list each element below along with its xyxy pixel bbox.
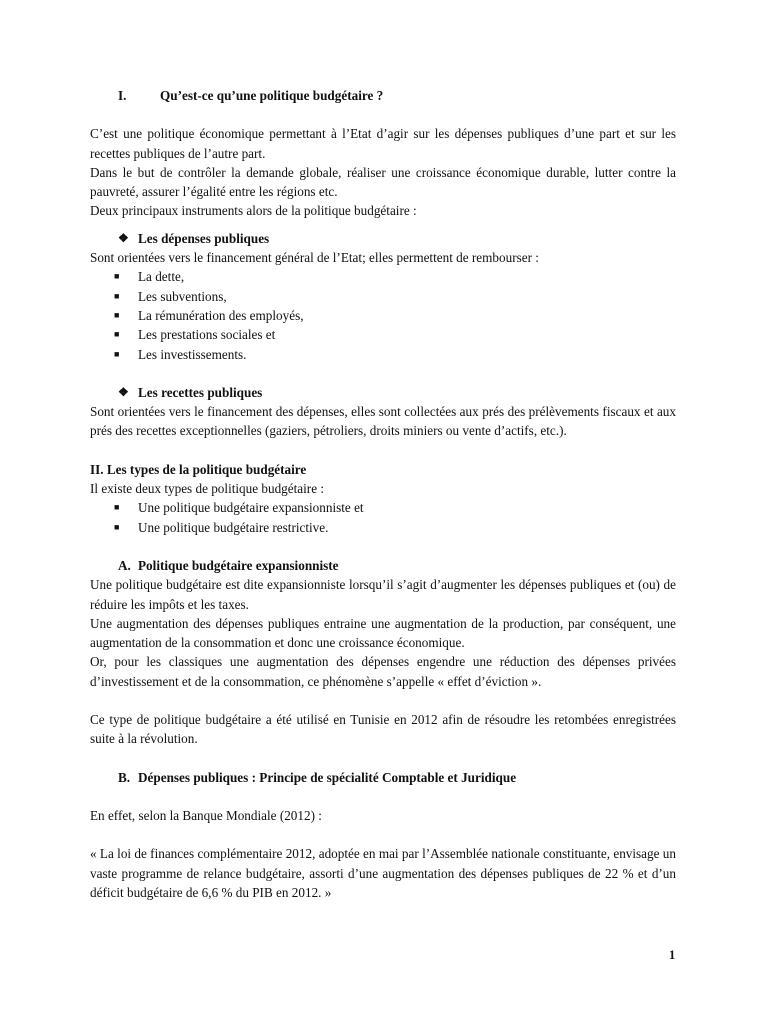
diamond-bullet-icon: ❖ [118,230,129,245]
section-1-paragraph-2: Dans le but de contrôler la demande globale, réaliser une croissance économique durable, lutter contre la pauvreté, assurer l’égalité entre les régions etc. [90,164,676,200]
diamond-bullet-icon: ❖ [118,384,129,399]
section-2b-title: Dépenses publiques : Principe de spécialité Comptable et Juridique [138,769,517,785]
section-1-title: Qu’est-ce qu’une politique budgétaire ? [160,88,384,103]
list-item [114,306,676,325]
square-bullet-icon: ■ [114,271,120,282]
recettes-text: Sont orientées vers le financement des dépenses, elles sont collectées aux prés des prélèvements fiscaux et aux prés des recettes exceptionnelles (gaziers, pétroliers, droits miniers ou vente d’actifs, etc.). [90,404,676,439]
types-list [90,498,676,537]
depenses-title: Les dépenses publiques [138,230,270,246]
document-content [90,86,676,902]
section-2a-heading [90,556,676,575]
list-item-text: Les investissements. [138,346,247,362]
section-2a-paragraph-2: Une augmentation des dépenses publiques entraine une augmentation de la production, par conséquent, une augmentation de la consommation et donc une croissance économique. [90,615,676,651]
list-item [114,287,676,306]
list-item-text: La rémunération des employés, [138,307,304,323]
section-2a-letter: A. [118,557,131,573]
square-bullet-icon: ■ [114,521,120,532]
square-bullet-icon: ■ [114,502,120,513]
section-2a-paragraph-4: Ce type de politique budgétaire a été utilisé en Tunisie en 2012 afin de résoudre les retombées enregistrées suite à la révolution. [90,712,676,747]
section-2a-paragraph-3: Or, pour les classiques une augmentation des dépenses engendre une réduction des dépenses privées d’investissement et de la consommation, ce phénomène s’appelle « effet d’éviction ». [90,654,676,689]
list-item [114,345,676,364]
section-2-intro: Il existe deux types de politique budgétaire : [90,481,325,497]
section-2b-letter: B. [118,769,131,785]
square-bullet-icon: ■ [114,348,120,359]
list-item-text: Une politique budgétaire expansionniste et [138,500,364,516]
section-1-number: I. [118,88,127,103]
list-item [114,498,676,517]
list-item [114,518,676,537]
depenses-intro: Sont orientées vers le financement général de l’Etat; elles permettent de rembourser : [90,250,539,266]
square-bullet-icon: ■ [114,290,120,301]
depenses-heading [90,229,676,248]
section-1-heading [90,86,676,105]
section-1-paragraph-3: Deux principaux instruments alors de la politique budgétaire : [90,203,417,219]
depenses-list [90,267,676,363]
list-item-text: La dette, [138,269,185,285]
list-item-text: Les subventions, [138,288,227,304]
recettes-title: Les recettes publiques [138,384,263,400]
list-item [114,267,676,286]
list-item-text: Les prestations sociales et [138,327,276,343]
list-item-text: Une politique budgétaire restrictive. [138,519,329,535]
section-2b-quote: « La loi de finances complémentaire 2012, adoptée en mai par l’Assemblée nationale constituante, envisage un vaste programme de relance budgétaire, assorti d’une augmentation des dépenses publiques de 22 % et d’un déficit budgétaire de 6,6 % du PIB en 2012. » [90,846,676,900]
section-2a-title: Politique budgétaire expansionniste [138,557,339,573]
section-2b-intro: En effet, selon la Banque Mondiale (2012) : [90,807,322,823]
section-1-paragraph-1: C’est une politique économique permettant à l’Etat d’agir sur les dépenses publiques d’une part et sur les recettes publiques de l’autre part. [90,126,676,161]
section-2a-paragraph-1: Une politique budgétaire est dite expansionniste lorsqu’il s’agit d’augmenter les dépenses publiques et (ou) de réduire les impôts et les taxes. [90,577,676,612]
section-2b-heading [90,768,676,787]
recettes-heading [90,383,676,402]
square-bullet-icon: ■ [114,329,120,340]
section-2-heading: II. Les types de la politique budgétaire [90,461,307,477]
page-number: 1 [669,948,676,962]
square-bullet-icon: ■ [114,309,120,320]
list-item [114,325,676,344]
